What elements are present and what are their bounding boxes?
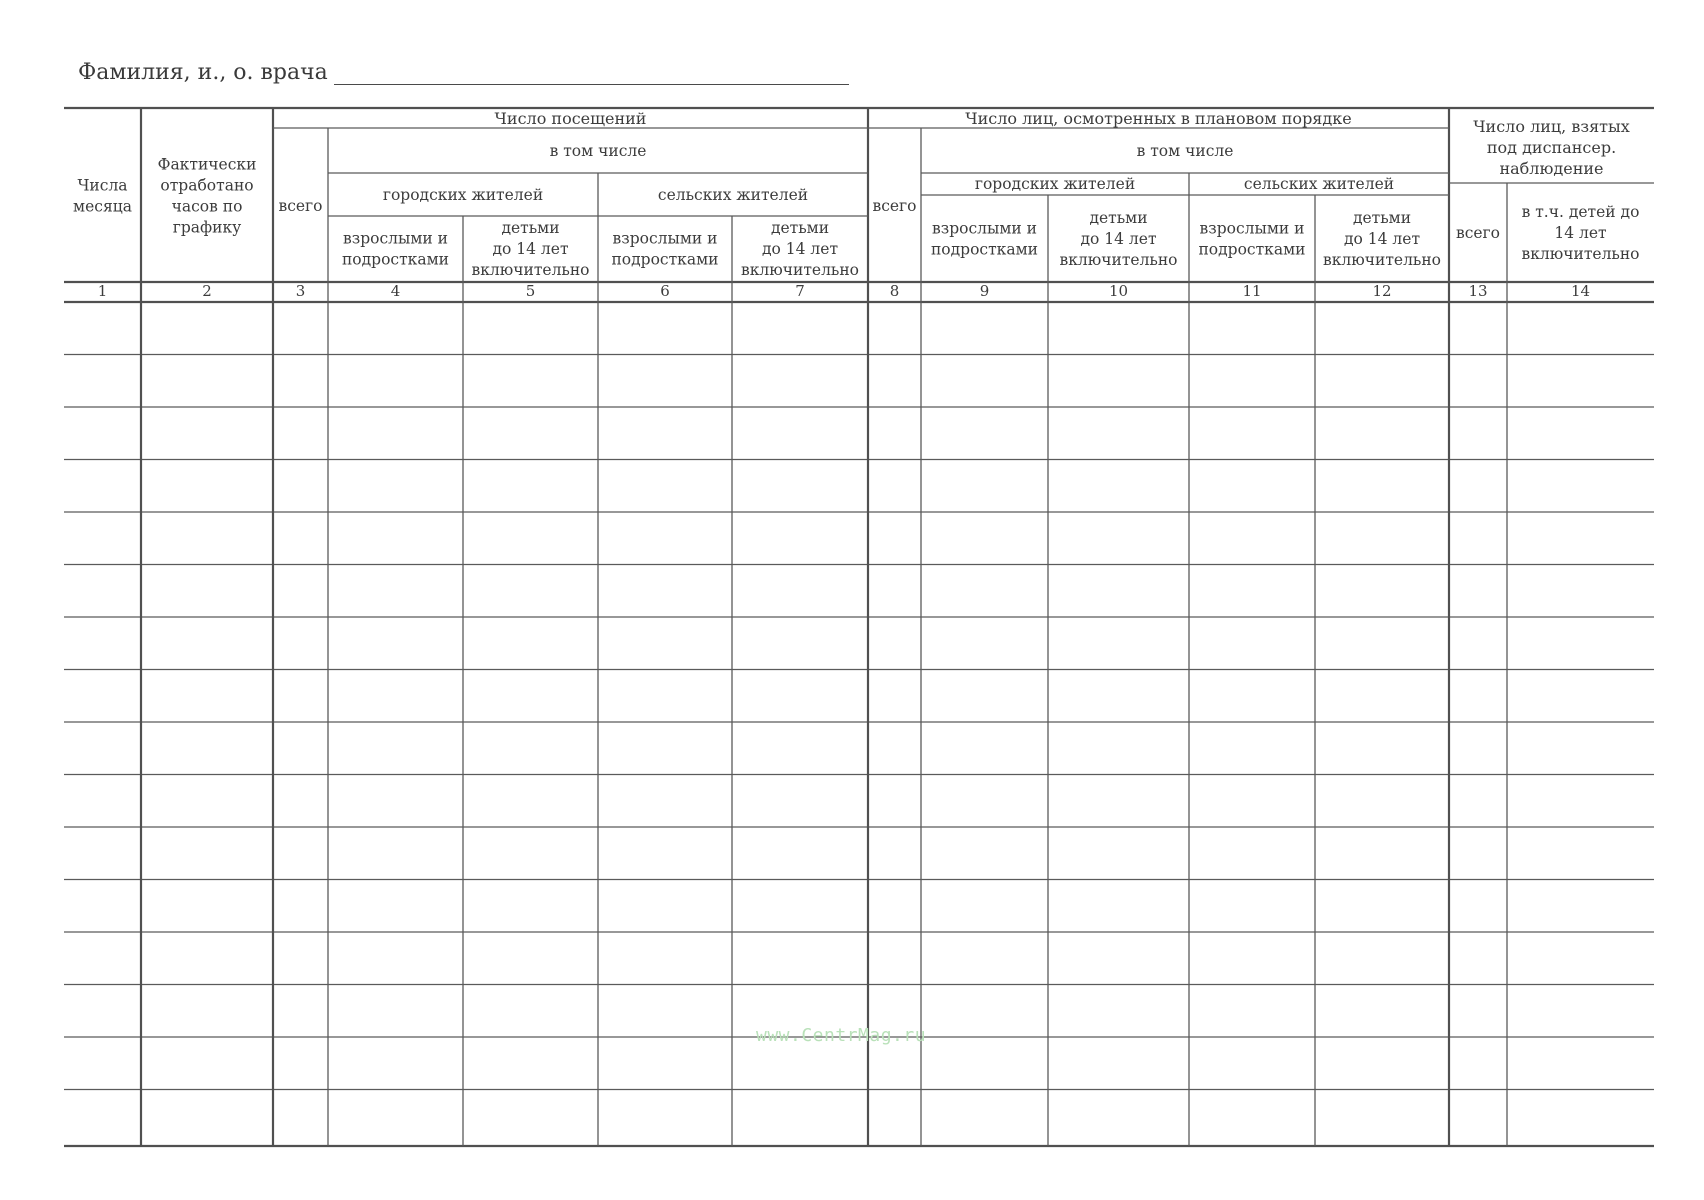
visits-urban-adults-header: взрослыми и (343, 229, 448, 248)
visits-rural-children-header: включительно (740, 261, 860, 279)
dispensary-group-header: Число лиц, взятых (1473, 117, 1630, 136)
column-number-13: 13 (1468, 282, 1488, 300)
dispensary-total-header: всего (1455, 224, 1501, 242)
exams-including-header: в том числе (1136, 142, 1234, 160)
day-of-month-header: Числа (77, 176, 128, 195)
hours-worked-header: часов по (171, 197, 243, 216)
day-of-month-header: месяца (73, 197, 132, 216)
watermark: www.CentrMag.ru (756, 1025, 927, 1046)
exams-rural-adults-header: подростками (1198, 240, 1306, 259)
visits-urban-adults-header: подростками (341, 250, 450, 269)
column-number-1: 1 (97, 282, 108, 300)
visits-including-header: в том числе (549, 142, 647, 160)
dispensary-children-header: в т.ч. детей до (1521, 203, 1640, 221)
column-number-6: 6 (660, 282, 670, 300)
exams-urban-header: городских жителей (974, 175, 1136, 193)
exams-rural-children-header: детьми (1352, 209, 1412, 227)
visits-urban-children-header: включительно (471, 261, 590, 279)
dispensary-children-header: включительно (1521, 245, 1640, 263)
column-number-3: 3 (295, 282, 306, 300)
column-number-2: 2 (202, 282, 212, 300)
column-number-14: 14 (1570, 282, 1591, 300)
visits-urban-children-header: до 14 лет (492, 240, 569, 258)
table-header-labels (73, 109, 1639, 300)
exams-group-header: Число лиц, осмотренных в плановом порядке (965, 109, 1352, 128)
visits-urban-children-header: детьми (501, 219, 560, 237)
column-number-11: 11 (1242, 282, 1262, 300)
visits-total-header: всего (278, 197, 323, 215)
column-number-7: 7 (795, 282, 805, 300)
column-number-9: 9 (979, 282, 990, 300)
column-number-4: 4 (390, 282, 401, 300)
column-number-8: 8 (889, 282, 900, 300)
exams-rural-header: сельских жителей (1243, 175, 1395, 193)
exams-rural-adults-header: взрослыми и (1199, 219, 1305, 238)
exams-urban-adults-header: взрослыми и (932, 219, 1037, 238)
dispensary-group-header: наблюдение (1499, 159, 1604, 178)
doctor-name-label: Фамилия, и., о. врача (78, 60, 328, 85)
visits-rural-children-header: до 14 лет (761, 240, 839, 258)
visits-rural-adults-header: подростками (611, 250, 719, 269)
visits-urban-header: городских жителей (382, 186, 544, 204)
exams-total-header: всего (872, 197, 917, 215)
column-number-10: 10 (1108, 282, 1129, 300)
visits-group-header: Число посещений (494, 109, 647, 128)
exams-rural-children-header: включительно (1322, 251, 1442, 269)
exams-urban-children-header: до 14 лет (1080, 230, 1157, 248)
dispensary-children-header: 14 лет (1554, 224, 1607, 242)
exams-urban-adults-header: подростками (930, 240, 1039, 259)
column-number-12: 12 (1372, 282, 1392, 300)
hours-worked-header: отработано (160, 176, 254, 195)
exams-urban-children-header: включительно (1059, 251, 1178, 269)
hours-worked-header: графику (172, 218, 242, 237)
exams-urban-children-header: детьми (1089, 209, 1148, 227)
hours-worked-header: Фактически (157, 155, 257, 174)
visits-rural-adults-header: взрослыми и (612, 229, 718, 248)
dispensary-group-header: под диспансер. (1486, 138, 1617, 157)
column-number-5: 5 (525, 282, 536, 300)
exams-rural-children-header: до 14 лет (1343, 230, 1421, 248)
visits-rural-header: сельских жителей (657, 186, 809, 204)
visits-rural-children-header: детьми (770, 219, 830, 237)
